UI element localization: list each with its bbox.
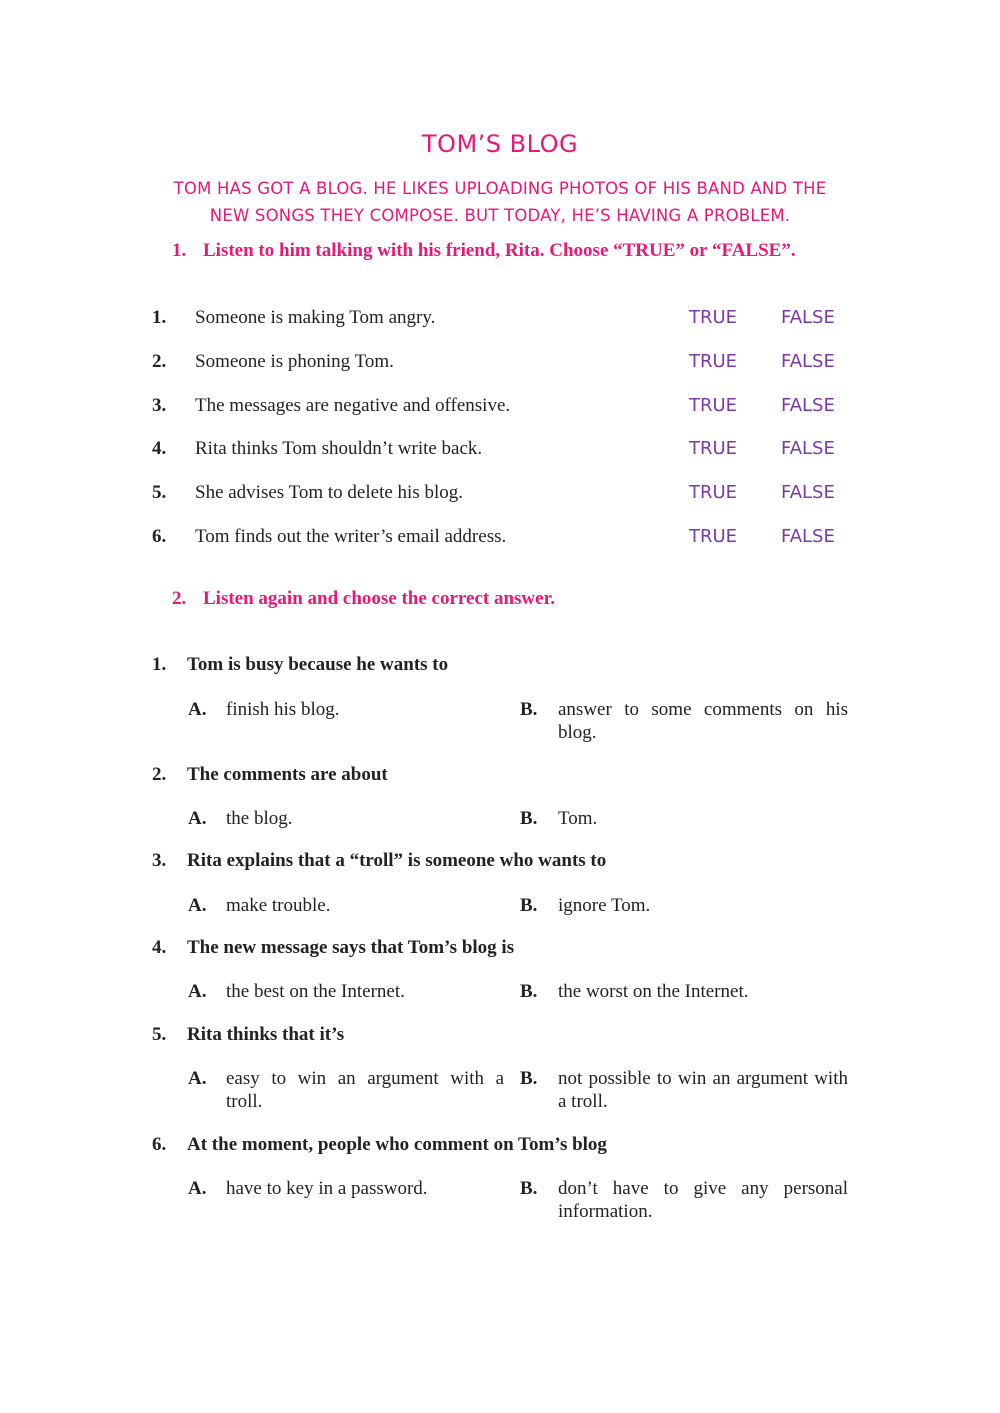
true-option[interactable]: TRUE xyxy=(689,395,738,416)
option-text: Tom. xyxy=(558,808,598,829)
option-letter: B. xyxy=(520,981,538,1002)
tf-number: 2. xyxy=(152,351,167,372)
false-option[interactable]: FALSE xyxy=(781,526,835,547)
tf-row-4 xyxy=(152,438,852,464)
question-number: 4. xyxy=(152,937,167,958)
false-option[interactable]: FALSE xyxy=(781,438,835,459)
tf-number: 4. xyxy=(152,438,167,459)
tf-number: 1. xyxy=(152,307,167,328)
question-number: 2. xyxy=(152,764,167,785)
tf-statement: Tom finds out the writer’s email address. xyxy=(195,526,507,547)
tf-statement: She advises Tom to delete his blog. xyxy=(195,482,463,503)
option-letter: A. xyxy=(188,699,207,720)
tf-statement: The messages are negative and offensive. xyxy=(195,395,511,416)
question-number: 5. xyxy=(152,1024,167,1045)
option-letter: B. xyxy=(520,808,538,829)
option-letter: A. xyxy=(188,1068,207,1089)
true-option[interactable]: TRUE xyxy=(689,307,738,328)
option-letter: A. xyxy=(188,895,207,916)
tf-row-6 xyxy=(152,526,852,552)
question-number: 6. xyxy=(152,1134,167,1155)
question-number: 1. xyxy=(152,654,167,675)
tf-number: 5. xyxy=(152,482,167,503)
section1-number: 1. xyxy=(172,240,187,261)
section1-instruction-text: Listen to him talking with his friend, Rita. Choose “TRUE” or “FALSE”. xyxy=(203,240,796,261)
question-text: Tom is busy because he wants to xyxy=(187,654,449,675)
page-title: TOM’S BLOG xyxy=(421,130,579,158)
question-number: 3. xyxy=(152,850,167,871)
question-text: At the moment, people who comment on Tom’s blog xyxy=(187,1134,607,1155)
tf-number: 3. xyxy=(152,395,167,416)
section2-instruction xyxy=(172,588,555,610)
tf-statement: Someone is phoning Tom. xyxy=(195,351,394,372)
option-text: not possible to win an argument with a troll. xyxy=(558,1068,848,1112)
question-text: Rita thinks that it’s xyxy=(187,1024,345,1045)
question-text: Rita explains that a “troll” is someone who wants to xyxy=(187,850,607,871)
option-text: the worst on the Internet. xyxy=(558,981,749,1002)
false-option[interactable]: FALSE xyxy=(781,351,835,372)
tf-statement: Rita thinks Tom shouldn’t write back. xyxy=(195,438,483,459)
option-letter: B. xyxy=(520,1178,538,1199)
tf-row-5 xyxy=(152,482,852,508)
question-text: The comments are about xyxy=(187,764,388,785)
option-letter: B. xyxy=(520,1068,538,1089)
tf-statement: Someone is making Tom angry. xyxy=(195,307,436,328)
true-option[interactable]: TRUE xyxy=(689,482,738,503)
intro-line-1: TOM HAS GOT A BLOG. HE LIKES UPLOADING PHOTOS OF HIS BAND AND THE xyxy=(173,179,827,198)
tf-number: 6. xyxy=(152,526,167,547)
option-letter: A. xyxy=(188,808,207,829)
option-text: answer to some comments on his blog. xyxy=(558,699,848,743)
option-letter: A. xyxy=(188,981,207,1002)
option-text: finish his blog. xyxy=(226,699,340,720)
intro-text xyxy=(150,175,850,229)
option-text: ignore Tom. xyxy=(558,895,651,916)
intro-line-2: NEW SONGS THEY COMPOSE. BUT TODAY, HE’S HAVING A PROBLEM. xyxy=(209,206,791,225)
option-letter: A. xyxy=(188,1178,207,1199)
option-text: the blog. xyxy=(226,808,293,829)
option-letter: B. xyxy=(520,699,538,720)
option-text: easy to win an argument with a troll. xyxy=(226,1068,504,1112)
option-text: have to key in a password. xyxy=(226,1178,428,1199)
tf-row-1 xyxy=(152,307,852,333)
false-option[interactable]: FALSE xyxy=(781,395,835,416)
false-option[interactable]: FALSE xyxy=(781,482,835,503)
true-option[interactable]: TRUE xyxy=(689,351,738,372)
section2-instruction-text: Listen again and choose the correct answer. xyxy=(203,588,556,609)
option-letter: B. xyxy=(520,895,538,916)
true-option[interactable]: TRUE xyxy=(689,438,738,459)
question-text: The new message says that Tom’s blog is xyxy=(187,937,515,958)
false-option[interactable]: FALSE xyxy=(781,307,835,328)
true-option[interactable]: TRUE xyxy=(689,526,738,547)
option-text: the best on the Internet. xyxy=(226,981,405,1002)
tf-row-2 xyxy=(152,351,852,377)
section1-instruction xyxy=(172,240,796,262)
tf-row-3 xyxy=(152,395,852,421)
option-text: don’t have to give any personal information. xyxy=(558,1178,848,1222)
section2-number: 2. xyxy=(172,588,187,609)
option-text: make trouble. xyxy=(226,895,331,916)
